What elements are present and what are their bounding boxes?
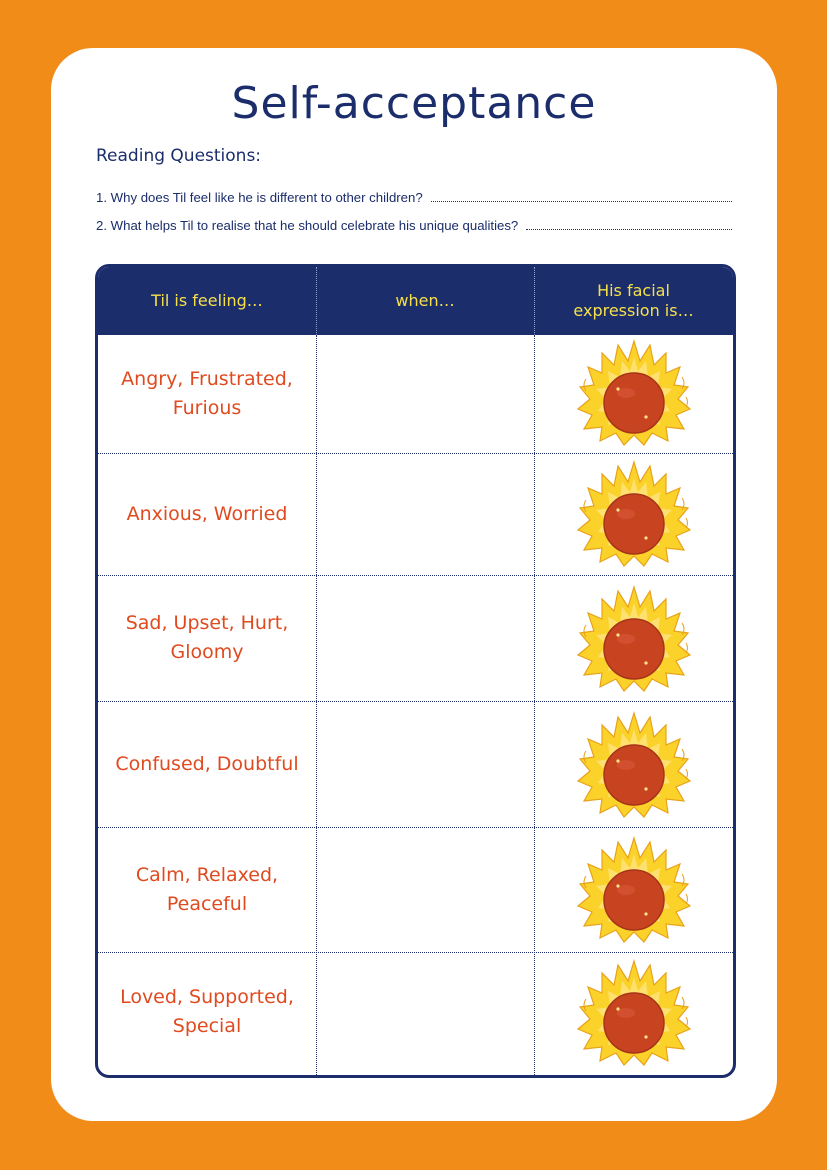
fire-face-icon[interactable]	[574, 834, 694, 944]
question-1-text: 1. Why does Til feel like he is different to other children?	[96, 190, 423, 205]
header-divider	[534, 267, 535, 335]
fire-face-icon[interactable]	[574, 709, 694, 819]
header-expression-text: His facial expression is…	[573, 281, 694, 320]
when-cell[interactable]	[316, 952, 534, 1072]
fire-face-icon[interactable]	[574, 458, 694, 568]
header-expression	[534, 267, 733, 335]
feeling-cell: Angry, Frustrated, Furious	[121, 368, 293, 419]
question-1	[96, 190, 732, 205]
feeling-cell: Anxious, Worried	[126, 502, 288, 525]
header-feeling: Til is feeling…	[151, 291, 263, 310]
reading-questions-heading: Reading Questions:	[96, 146, 262, 166]
question-2-text: 2. What helps Til to realise that he should celebrate his unique qualities?	[96, 218, 519, 233]
feeling-cell: Loved, Supported, Special	[120, 986, 294, 1037]
fire-face-icon[interactable]	[574, 583, 694, 693]
table-header	[98, 267, 733, 335]
worksheet	[51, 48, 777, 1121]
question-1-answer-line[interactable]	[431, 200, 732, 202]
when-cell[interactable]	[316, 575, 534, 701]
feeling-cell: Confused, Doubtful	[115, 752, 299, 775]
when-cell[interactable]	[316, 701, 534, 827]
question-2	[96, 218, 732, 233]
question-2-answer-line[interactable]	[526, 228, 732, 230]
feeling-cell: Sad, Upset, Hurt, Gloomy	[125, 612, 289, 663]
header-divider	[316, 267, 317, 335]
feeling-cell: Calm, Relaxed, Peaceful	[135, 863, 279, 915]
fire-face-icon[interactable]	[574, 337, 694, 447]
feelings-table	[95, 264, 736, 1078]
fire-face-icon[interactable]	[574, 957, 694, 1067]
when-cell[interactable]	[316, 335, 534, 453]
page-title: Self-acceptance	[231, 78, 597, 129]
header-when: when…	[395, 291, 455, 310]
when-cell[interactable]	[316, 453, 534, 575]
when-cell[interactable]	[316, 827, 534, 952]
